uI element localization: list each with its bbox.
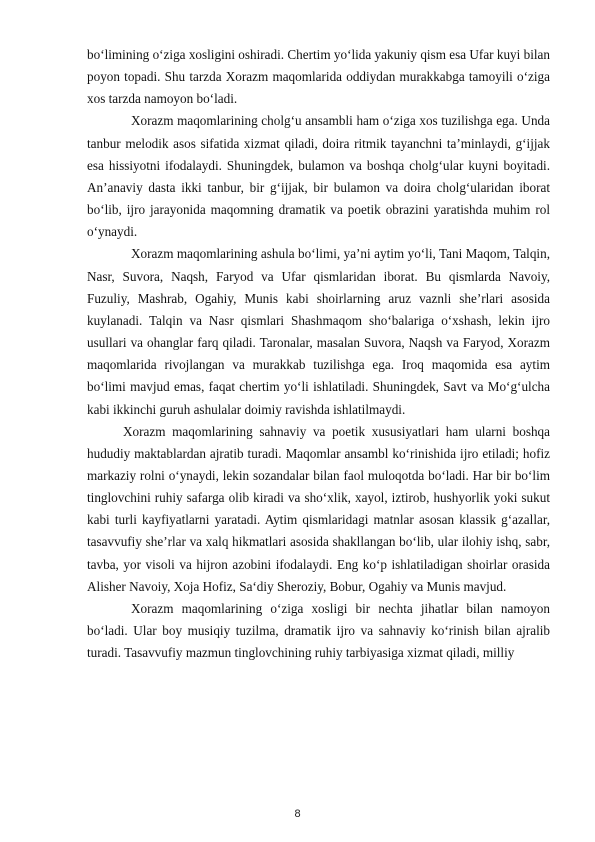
paragraph-continuation: bo‘limining o‘ziga xosligini oshiradi. Chertim yo‘lida yakuniy qism esa Ufar kuyi bilan poyon topadi. Shu tarzda Xorazm maqomlarida oddiydan murakkabga tamoyili o‘ziga xos tarzda namoyon bo‘ladi.	[87, 47, 550, 107]
page-number: 8	[294, 808, 301, 820]
paragraph-distinctive-aspects: Xorazm maqomlarining o‘ziga xosligi bir nechta jihatlar bilan namoyon bo‘ladi. Ular boy musiqiy tuzilma, dramatik ijro va sahnaviy ko‘rinish bilan ajralib turadi. Tasavvufiy mazmun tinglovchining ruhiy tarbiyasiga xizmat qiladi, milliy	[87, 600, 550, 661]
body-text	[87, 44, 550, 664]
paragraph-instrumental-ensemble: Xorazm maqomlarining cholg‘u ansambli ham o‘ziga xos tuzilishga ega. Unda tanbur melodik asos sifatida xizmat qiladi, doira ritmik tayanchni ta’minlaydi, g‘ijjak esa hissiyotni ifodalaydi. Shuningdek, bulamon va boshqa cholg‘ular kuyni boyitadi. An’anaviy dasta ikki tanbur, bir g‘ijjak, bir bulamon va doira cholg‘ularidan iborat bo‘lib, ijro jarayonida maqomning dramatik va poetik obrazini yaratishda muhim rol o‘ynaydi.	[87, 113, 550, 240]
paragraph-vocal-section: Xorazm maqomlarining ashula bo‘limi, ya’ni aytim yo‘li, Tani Maqom, Talqin, Nasr, Suvora, Naqsh, Faryod va Ufar qismlaridan iborat. Bu qismlarda Navoiy, Fuzuliy, Mashrab, Ogahiy, Munis kabi shoirlarning aruz vaznli she’rlari asosida kuylanadi. Talqin va Nasr qismlari Shashmaqom sho‘balariga o‘xshash, lekin ijro usullari va ohanglar farq qiladi. Taronalar, masalan Suvora, Naqsh va Faryod, Xorazm maqomlarida rivojlangan va murakkab tuzilishga ega. Iroq maqomida esa aytim bo‘limi mavjud emas, faqat chertim yo‘li ishlatiladi. Shuningdek, Savt va Mo‘g‘ulcha kabi ikkinchi guruh ashulalar doimiy ravishda ishlatilmaydi.	[87, 246, 550, 417]
paragraph-stage-poetic-features: Xorazm maqomlarining sahnaviy va poetik xususiyatlari ham ularni boshqa hududiy maktablardan ajratib turadi. Maqomlar ansambl ko‘rinishida ijro etiladi; hofiz markaziy rolni o‘ynaydi, lekin sozandalar bilan faol muloqotda bo‘ladi. Har bir bo‘lim tinglovchini ruhiy safarga olib kiradi va sho‘xlik, xayol, iztirob, hushyorlik yoki sukut kabi turli kayfiyatlarni yaratadi. Aytim qismlaridagi matnlar asosan klassik g‘azallar, tasavvufiy she’rlar va xalq hikmatlari asosida shakllangan bo‘lib, ular ilohiy ishq, sabr, tavba, yor visoli va hijron azobini ifodalaydi. Eng ko‘p ishlatiladigan shoirlar orasida Alisher Navoiy, Xoja Hofiz, Sa‘diy Sheroziy, Bobur, Ogahiy va Munis mavjud.	[87, 423, 550, 594]
